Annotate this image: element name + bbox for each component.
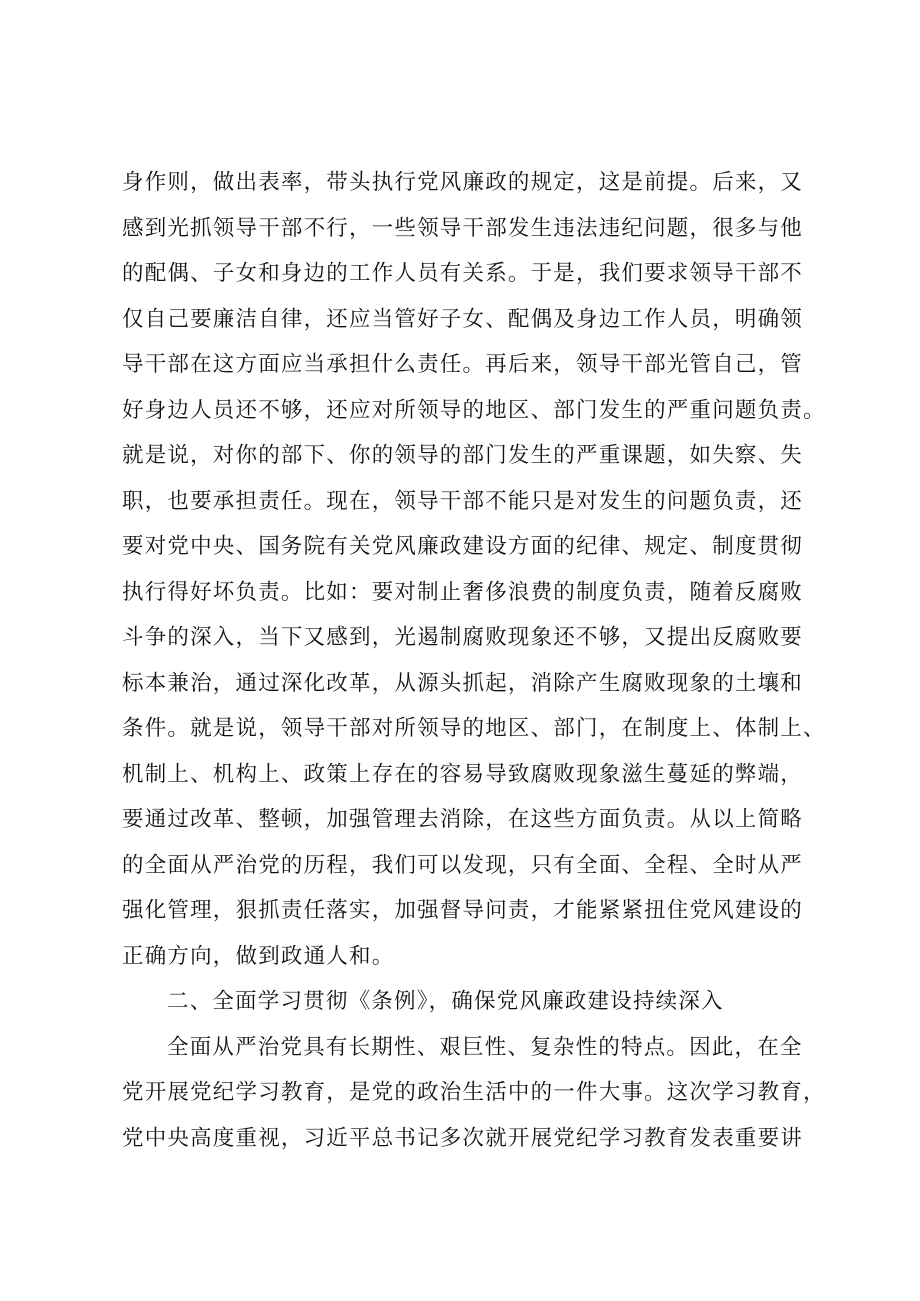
text-line: 感到光抓领导干部不行，一些领导干部发生违法违纪问题，很多与他 bbox=[122, 215, 804, 241]
text-line: 的全面从严治党的历程，我们可以发现，只有全面、全程、全时从严 bbox=[122, 852, 804, 878]
text-line: 导干部在这方面应当承担什么责任。再后来，领导干部光管自己，管 bbox=[122, 352, 804, 377]
text-line: 党中央高度重视，习近平总书记多次就开展党纪学习教育发表重要讲 bbox=[122, 1125, 804, 1151]
text-line: 就是说，对你的部下、你的领导的部门发生的严重课题，如失察、失 bbox=[122, 443, 804, 468]
text-line: 强化管理，狠抓责任落实，加强督导问责，才能紧紧扭住党风建设的 bbox=[122, 898, 804, 923]
text-line: 正确方向，做到政通人和。 bbox=[122, 943, 395, 969]
text-line: 全面从严治党具有长期性、艰巨性、复杂性的特点。因此，在全 bbox=[167, 1034, 803, 1060]
body-text bbox=[122, 160, 826, 1161]
text-line: 的配偶、子女和身边的工作人员有关系。于是，我们要求领导干部不 bbox=[122, 261, 804, 286]
text-line: 要通过改革、整顿，加强管理去消除，在这些方面负责。从以上简略 bbox=[122, 807, 804, 832]
section-heading: 二、全面学习贯彻《条例》，确保党风廉政建设持续深入 bbox=[167, 989, 724, 1014]
text-line: 机制上、机构上、政策上存在的容易导致腐败现象滋生蔓延的弊端， bbox=[122, 761, 804, 787]
text-line: 要对党中央、国务院有关党风廉政建设方面的纪律、规定、制度贯彻 bbox=[122, 534, 804, 559]
text-line: 执行得好坏负责。比如：要对制止奢侈浪费的制度负责，随着反腐败 bbox=[122, 579, 804, 605]
text-line: 身作则，做出表率，带头执行党风廉政的规定，这是前提。后来，又 bbox=[122, 170, 804, 195]
text-line: 职，也要承担责任。现在，领导干部不能只是对发生的问题负责，还 bbox=[122, 488, 804, 514]
text-line: 条件。就是说，领导干部对所领导的地区、部门，在制度上、体制上、 bbox=[122, 716, 826, 741]
text-line: 党开展党纪学习教育，是党的政治生活中的一件大事。这次学习教育， bbox=[122, 1080, 826, 1105]
text-line: 好身边人员还不够，还应对所领导的地区、部门发生的严重问题负责。 bbox=[122, 397, 826, 423]
text-line: 斗争的深入，当下又感到，光遏制腐败现象还不够，又提出反腐败要 bbox=[122, 625, 804, 650]
text-line: 标本兼治，通过深化改革，从源头抓起，消除产生腐败现象的土壤和 bbox=[122, 670, 804, 696]
text-line: 仅自己要廉洁自律，还应当管好子女、配偶及身边工作人员，明确领 bbox=[122, 306, 804, 332]
